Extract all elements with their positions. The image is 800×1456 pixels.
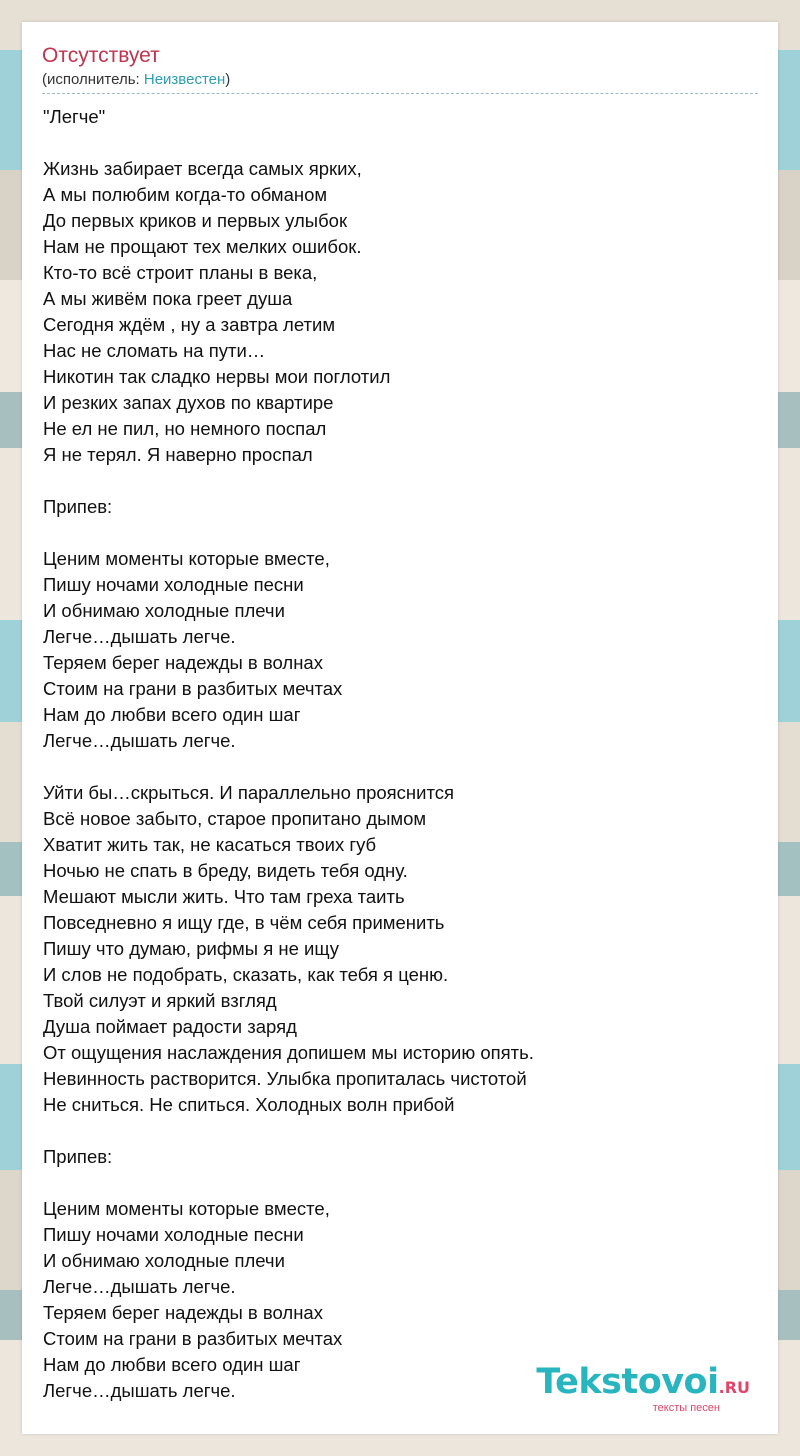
logo-name: Tekstovoi [536, 1362, 719, 1402]
lyrics-line: Стоим на грани в разбитых мечтах [43, 1328, 343, 1349]
lyrics-line: Нам до любви всего один шаг [43, 1354, 301, 1375]
lyrics-line: Уйти бы…скрыться. И параллельно прояснится [43, 782, 455, 803]
lyrics-line: Кто-то всё строит планы в века, [43, 262, 318, 283]
lyrics-line: Повседневно я ищу где, в чём себя применить [43, 912, 445, 933]
artist-suffix: ) [225, 71, 231, 88]
lyrics-line: А мы полюбим когда-то обманом [43, 184, 328, 205]
lyrics-line: Жизнь забирает всегда самых ярких, [43, 158, 362, 179]
lyrics-line: Нас не сломать на пути… [43, 340, 266, 361]
lyrics-line: А мы живём пока греет душа [43, 288, 293, 309]
lyrics-line: Теряем берег надежды в волнах [43, 652, 323, 673]
lyrics-line: Ценим моменты которые вместе, [43, 548, 330, 569]
song-title: Отсутствует [42, 44, 160, 67]
lyrics-line: Легче…дышать легче. [43, 1380, 236, 1401]
lyrics-line: До первых криков и первых улыбок [43, 210, 348, 231]
lyrics-line: Не сниться. Не спиться. Холодных волн прибой [43, 1094, 455, 1115]
lyrics-line: Пишу ночами холодные песни [43, 574, 304, 595]
lyrics-line: И обнимаю холодные плечи [43, 600, 285, 621]
song-header [42, 44, 758, 94]
lyrics-line: "Легче" [43, 106, 106, 127]
lyrics-line: Всё новое забыто, старое пропитано дымом [43, 808, 427, 829]
artist-prefix: (исполнитель: [42, 71, 144, 88]
lyrics-line: Хватит жить так, не касаться твоих губ [43, 834, 377, 855]
lyrics-blank-line [43, 754, 759, 780]
lyrics-text [43, 104, 759, 1404]
lyrics-blank-line [43, 1118, 759, 1144]
lyrics-line: Легче…дышать легче. [43, 626, 236, 647]
lyrics-line: Теряем берег надежды в волнах [43, 1302, 323, 1323]
lyrics-line: Мешают мысли жить. Что там греха таить [43, 886, 405, 907]
lyrics-line: Ценим моменты которые вместе, [43, 1198, 330, 1219]
lyrics-blank-line [43, 1170, 759, 1196]
lyrics-line: Душа поймает радости заряд [43, 1016, 297, 1037]
lyrics-line: Пишу ночами холодные песни [43, 1224, 304, 1245]
lyrics-line: Пишу что думаю, рифмы я не ищу [43, 938, 340, 959]
site-logo[interactable] [536, 1364, 750, 1414]
lyrics-line: Сегодня ждём , ну а завтра летим [43, 314, 336, 335]
lyrics-blank-line [43, 130, 759, 156]
lyrics-line: Легче…дышать легче. [43, 730, 236, 751]
lyrics-line: И слов не подобрать, сказать, как тебя я ценю. [43, 964, 449, 985]
lyrics-line: Невинность растворится. Улыбка пропиталась чистотой [43, 1068, 527, 1089]
logo-tagline: тексты песен [652, 1402, 720, 1414]
lyrics-line: Никотин так сладко нервы мои поглотил [43, 366, 391, 387]
lyrics-line: Ночью не спать в бреду, видеть тебя одну. [43, 860, 408, 881]
lyrics-line: И резких запах духов по квартире [43, 392, 334, 413]
lyrics-blank-line [43, 520, 759, 546]
lyrics-blank-line [43, 468, 759, 494]
logo-tld: .RU [718, 1378, 750, 1397]
lyrics-line: Не ел не пил, но немного поспал [43, 418, 327, 439]
artist-link[interactable]: Неизвестен [143, 71, 226, 88]
lyrics-line: Нам не прощают тех мелких ошибок. [43, 236, 362, 257]
lyrics-line: Легче…дышать легче. [43, 1276, 236, 1297]
lyrics-line: От ощущения наслаждения допишем мы историю опять. [43, 1042, 534, 1063]
lyrics-line: Твой силуэт и яркий взгляд [43, 990, 277, 1011]
logo-wordmark [536, 1364, 750, 1406]
lyrics-line: И обнимаю холодные плечи [43, 1250, 285, 1271]
lyrics-line: Стоим на грани в разбитых мечтах [43, 678, 343, 699]
lyrics-line: Припев: [43, 1146, 113, 1167]
lyrics-line: Припев: [43, 496, 113, 517]
artist-line [42, 71, 758, 89]
lyrics-card [22, 22, 778, 1434]
lyrics-line: Я не терял. Я наверно проспал [43, 444, 313, 465]
lyrics-line: Нам до любви всего один шаг [43, 704, 301, 725]
